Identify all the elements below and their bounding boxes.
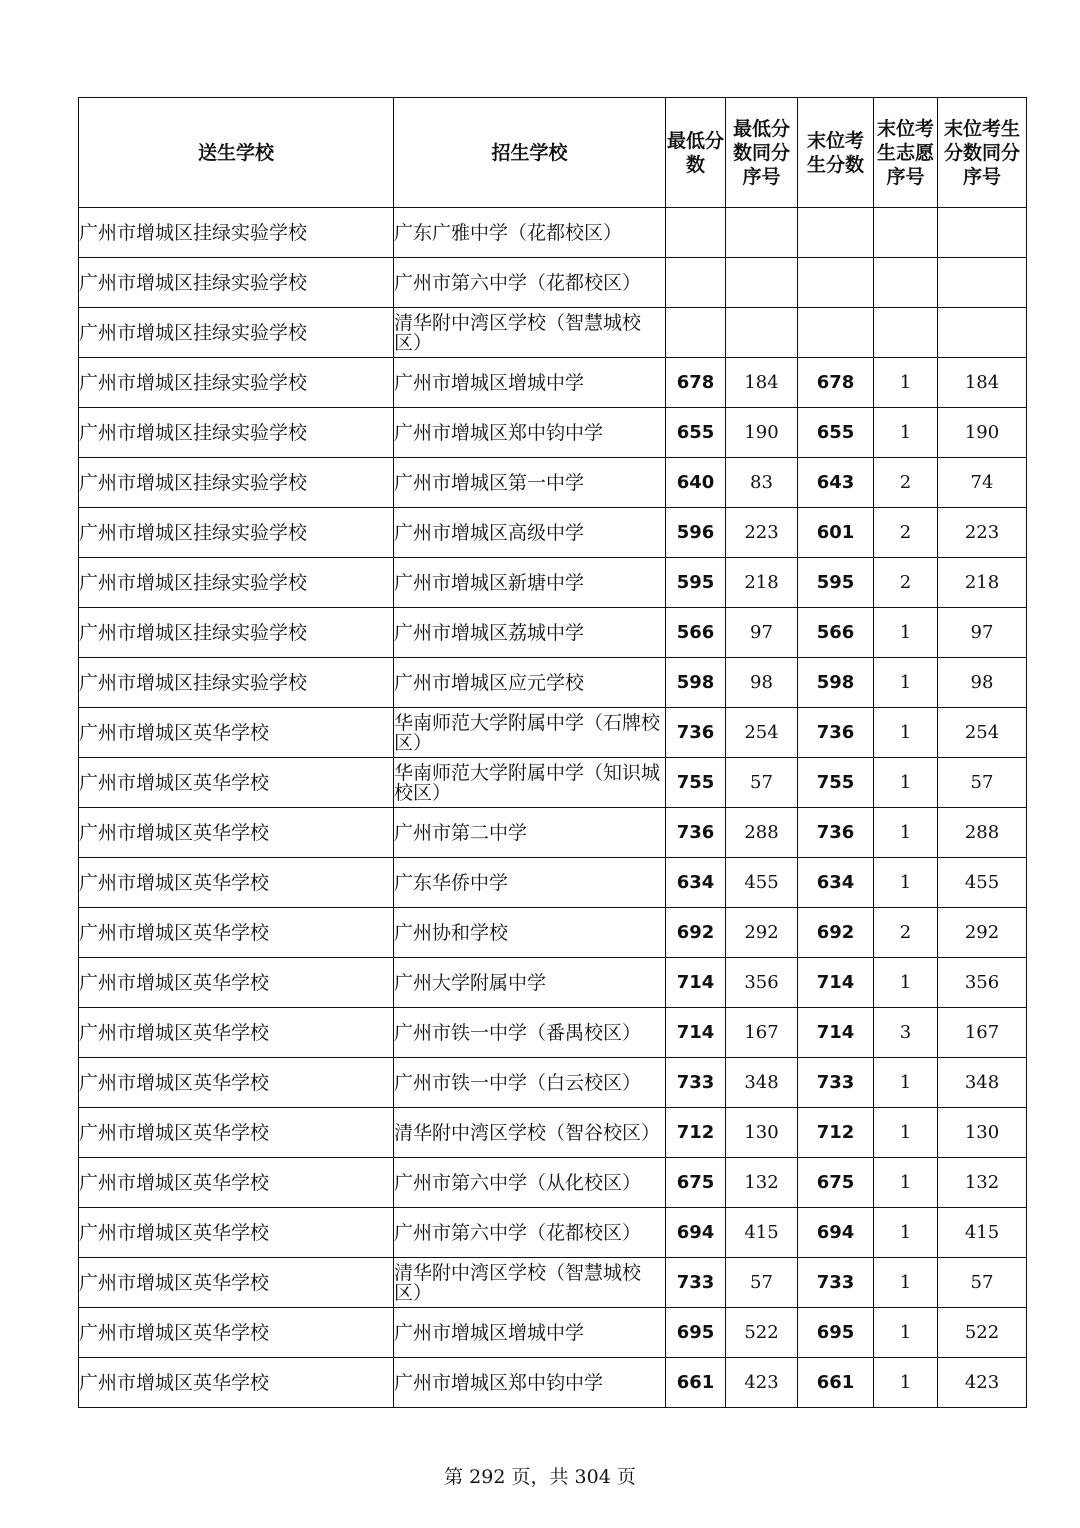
cell-last-score-rank bbox=[938, 308, 1027, 358]
page-number: 第 292 页，共 304 页 bbox=[444, 1466, 636, 1488]
cell-sender-school: 广州市增城区挂绿实验学校 bbox=[79, 458, 394, 508]
cell-last-score-rank: 415 bbox=[938, 1208, 1027, 1258]
cell-min-score-rank: 97 bbox=[726, 608, 798, 658]
cell-admitting-school: 广州市增城区增城中学 bbox=[394, 358, 666, 408]
cell-min-score bbox=[666, 308, 726, 358]
cell-min-score-rank: 455 bbox=[726, 858, 798, 908]
cell-last-preference: 2 bbox=[874, 458, 938, 508]
table-row bbox=[79, 1058, 1027, 1108]
cell-min-score: 712 bbox=[666, 1108, 726, 1158]
cell-last-preference: 1 bbox=[874, 358, 938, 408]
cell-min-score: 596 bbox=[666, 508, 726, 558]
cell-min-score: 714 bbox=[666, 958, 726, 1008]
cell-last-score: 736 bbox=[798, 708, 874, 758]
cell-sender-school: 广州市增城区英华学校 bbox=[79, 708, 394, 758]
cell-min-score-rank: 57 bbox=[726, 1258, 798, 1308]
cell-admitting-school: 广州市铁一中学（番禺校区） bbox=[394, 1008, 666, 1058]
table-row bbox=[79, 1008, 1027, 1058]
cell-last-preference: 1 bbox=[874, 758, 938, 808]
cell-min-score: 714 bbox=[666, 1008, 726, 1058]
cell-sender-school: 广州市增城区英华学校 bbox=[79, 1108, 394, 1158]
cell-min-score-rank: 423 bbox=[726, 1358, 798, 1408]
cell-last-score-rank: 455 bbox=[938, 858, 1027, 908]
cell-last-score: 692 bbox=[798, 908, 874, 958]
header-min-score-rank: 最低分数同分序号 bbox=[726, 98, 798, 208]
cell-last-score-rank: 522 bbox=[938, 1308, 1027, 1358]
cell-min-score-rank: 288 bbox=[726, 808, 798, 858]
cell-min-score-rank: 356 bbox=[726, 958, 798, 1008]
cell-last-score: 675 bbox=[798, 1158, 874, 1208]
header-sender-school: 送生学校 bbox=[79, 98, 394, 208]
cell-last-preference: 2 bbox=[874, 508, 938, 558]
cell-min-score-rank bbox=[726, 208, 798, 258]
cell-sender-school: 广州市增城区挂绿实验学校 bbox=[79, 208, 394, 258]
cell-last-preference: 1 bbox=[874, 858, 938, 908]
cell-last-score-rank: 218 bbox=[938, 558, 1027, 608]
cell-last-preference bbox=[874, 308, 938, 358]
cell-last-preference: 1 bbox=[874, 1258, 938, 1308]
table-row bbox=[79, 1258, 1027, 1308]
table-row bbox=[79, 558, 1027, 608]
cell-min-score: 755 bbox=[666, 758, 726, 808]
header-admitting-school: 招生学校 bbox=[394, 98, 666, 208]
cell-min-score bbox=[666, 258, 726, 308]
cell-min-score: 634 bbox=[666, 858, 726, 908]
cell-last-score-rank: 57 bbox=[938, 758, 1027, 808]
cell-last-score-rank: 190 bbox=[938, 408, 1027, 458]
cell-admitting-school: 广州大学附属中学 bbox=[394, 958, 666, 1008]
cell-last-score: 694 bbox=[798, 1208, 874, 1258]
cell-admitting-school: 清华附中湾区学校（智慧城校区） bbox=[394, 1258, 666, 1308]
header-min-score: 最低分数 bbox=[666, 98, 726, 208]
cell-sender-school: 广州市增城区英华学校 bbox=[79, 808, 394, 858]
cell-sender-school: 广州市增城区挂绿实验学校 bbox=[79, 358, 394, 408]
cell-last-preference: 1 bbox=[874, 808, 938, 858]
cell-last-score-rank: 348 bbox=[938, 1058, 1027, 1108]
cell-last-score: 601 bbox=[798, 508, 874, 558]
cell-last-score-rank bbox=[938, 208, 1027, 258]
cell-min-score-rank: 415 bbox=[726, 1208, 798, 1258]
cell-admitting-school: 广州市铁一中学（白云校区） bbox=[394, 1058, 666, 1108]
cell-last-preference: 3 bbox=[874, 1008, 938, 1058]
cell-last-score: 655 bbox=[798, 408, 874, 458]
table-row bbox=[79, 1158, 1027, 1208]
cell-min-score: 733 bbox=[666, 1058, 726, 1108]
cell-sender-school: 广州市增城区英华学校 bbox=[79, 1158, 394, 1208]
cell-admitting-school: 广州市增城区增城中学 bbox=[394, 1308, 666, 1358]
cell-last-score: 643 bbox=[798, 458, 874, 508]
table-row bbox=[79, 258, 1027, 308]
cell-last-score: 595 bbox=[798, 558, 874, 608]
table-row bbox=[79, 458, 1027, 508]
table-row bbox=[79, 708, 1027, 758]
cell-last-score: 712 bbox=[798, 1108, 874, 1158]
cell-last-score-rank: 74 bbox=[938, 458, 1027, 508]
cell-sender-school: 广州市增城区挂绿实验学校 bbox=[79, 408, 394, 458]
cell-admitting-school: 华南师范大学附属中学（石牌校区） bbox=[394, 708, 666, 758]
cell-sender-school: 广州市增城区挂绿实验学校 bbox=[79, 508, 394, 558]
cell-sender-school: 广州市增城区挂绿实验学校 bbox=[79, 558, 394, 608]
cell-admitting-school: 广州市增城区高级中学 bbox=[394, 508, 666, 558]
table-row bbox=[79, 858, 1027, 908]
cell-last-preference: 1 bbox=[874, 958, 938, 1008]
table-row bbox=[79, 658, 1027, 708]
cell-min-score-rank: 218 bbox=[726, 558, 798, 608]
cell-last-score: 755 bbox=[798, 758, 874, 808]
cell-admitting-school: 广州市增城区荔城中学 bbox=[394, 608, 666, 658]
cell-last-score-rank bbox=[938, 258, 1027, 308]
cell-sender-school: 广州市增城区英华学校 bbox=[79, 858, 394, 908]
cell-admitting-school: 广东华侨中学 bbox=[394, 858, 666, 908]
cell-admitting-school: 清华附中湾区学校（智谷校区） bbox=[394, 1108, 666, 1158]
cell-min-score-rank: 522 bbox=[726, 1308, 798, 1358]
cell-min-score-rank bbox=[726, 308, 798, 358]
table-body bbox=[79, 208, 1027, 1408]
cell-admitting-school: 广东广雅中学（花都校区） bbox=[394, 208, 666, 258]
cell-sender-school: 广州市增城区英华学校 bbox=[79, 958, 394, 1008]
cell-last-preference: 1 bbox=[874, 1108, 938, 1158]
cell-min-score-rank: 223 bbox=[726, 508, 798, 558]
table-row bbox=[79, 908, 1027, 958]
table-row bbox=[79, 208, 1027, 258]
cell-admitting-school: 广州市第六中学（花都校区） bbox=[394, 1208, 666, 1258]
cell-sender-school: 广州市增城区英华学校 bbox=[79, 1008, 394, 1058]
cell-sender-school: 广州市增城区英华学校 bbox=[79, 908, 394, 958]
cell-admitting-school: 广州市第六中学（从化校区） bbox=[394, 1158, 666, 1208]
admissions-table bbox=[78, 97, 1027, 1408]
cell-min-score-rank: 254 bbox=[726, 708, 798, 758]
cell-min-score: 675 bbox=[666, 1158, 726, 1208]
cell-min-score-rank: 98 bbox=[726, 658, 798, 708]
cell-min-score: 566 bbox=[666, 608, 726, 658]
table-row bbox=[79, 1358, 1027, 1408]
cell-sender-school: 广州市增城区英华学校 bbox=[79, 1258, 394, 1308]
cell-sender-school: 广州市增城区挂绿实验学校 bbox=[79, 658, 394, 708]
cell-min-score-rank: 132 bbox=[726, 1158, 798, 1208]
cell-min-score-rank: 130 bbox=[726, 1108, 798, 1158]
cell-last-preference: 1 bbox=[874, 1158, 938, 1208]
cell-sender-school: 广州市增城区挂绿实验学校 bbox=[79, 608, 394, 658]
cell-min-score: 598 bbox=[666, 658, 726, 708]
cell-min-score: 661 bbox=[666, 1358, 726, 1408]
cell-sender-school: 广州市增城区英华学校 bbox=[79, 1308, 394, 1358]
cell-last-score: 733 bbox=[798, 1058, 874, 1108]
cell-sender-school: 广州市增城区挂绿实验学校 bbox=[79, 308, 394, 358]
cell-last-score: 695 bbox=[798, 1308, 874, 1358]
cell-admitting-school: 广州市第二中学 bbox=[394, 808, 666, 858]
cell-admitting-school: 广州协和学校 bbox=[394, 908, 666, 958]
cell-last-score-rank: 98 bbox=[938, 658, 1027, 708]
cell-sender-school: 广州市增城区挂绿实验学校 bbox=[79, 258, 394, 308]
table-header bbox=[79, 98, 1027, 208]
cell-last-score: 678 bbox=[798, 358, 874, 408]
cell-sender-school: 广州市增城区英华学校 bbox=[79, 1358, 394, 1408]
table-row bbox=[79, 308, 1027, 358]
cell-last-score-rank: 356 bbox=[938, 958, 1027, 1008]
header-row bbox=[79, 98, 1027, 208]
cell-last-score bbox=[798, 308, 874, 358]
cell-admitting-school: 华南师范大学附属中学（知识城校区） bbox=[394, 758, 666, 808]
cell-admitting-school: 广州市增城区郑中钧中学 bbox=[394, 1358, 666, 1408]
cell-last-preference: 2 bbox=[874, 558, 938, 608]
table-row bbox=[79, 508, 1027, 558]
table-row bbox=[79, 1208, 1027, 1258]
table-row bbox=[79, 1108, 1027, 1158]
cell-min-score-rank: 83 bbox=[726, 458, 798, 508]
cell-min-score-rank: 292 bbox=[726, 908, 798, 958]
cell-admitting-school: 广州市增城区郑中钧中学 bbox=[394, 408, 666, 458]
cell-admitting-school: 广州市第六中学（花都校区） bbox=[394, 258, 666, 308]
cell-last-preference bbox=[874, 258, 938, 308]
cell-min-score-rank: 167 bbox=[726, 1008, 798, 1058]
cell-min-score-rank bbox=[726, 258, 798, 308]
cell-sender-school: 广州市增城区英华学校 bbox=[79, 1208, 394, 1258]
cell-last-preference: 1 bbox=[874, 1358, 938, 1408]
cell-last-preference: 1 bbox=[874, 408, 938, 458]
cell-last-preference: 2 bbox=[874, 908, 938, 958]
cell-min-score: 694 bbox=[666, 1208, 726, 1258]
cell-last-score-rank: 57 bbox=[938, 1258, 1027, 1308]
table-row bbox=[79, 808, 1027, 858]
table-row bbox=[79, 958, 1027, 1008]
table-row bbox=[79, 608, 1027, 658]
cell-min-score: 678 bbox=[666, 358, 726, 408]
cell-last-score: 566 bbox=[798, 608, 874, 658]
cell-min-score: 733 bbox=[666, 1258, 726, 1308]
cell-sender-school: 广州市增城区英华学校 bbox=[79, 758, 394, 808]
table-row bbox=[79, 1308, 1027, 1358]
cell-last-score-rank: 97 bbox=[938, 608, 1027, 658]
cell-last-score-rank: 132 bbox=[938, 1158, 1027, 1208]
header-last-score-rank: 末位考生分数同分序号 bbox=[938, 98, 1027, 208]
cell-min-score: 655 bbox=[666, 408, 726, 458]
cell-last-score: 733 bbox=[798, 1258, 874, 1308]
cell-last-score: 714 bbox=[798, 1008, 874, 1058]
cell-min-score bbox=[666, 208, 726, 258]
cell-last-score-rank: 254 bbox=[938, 708, 1027, 758]
cell-min-score: 595 bbox=[666, 558, 726, 608]
cell-last-score-rank: 423 bbox=[938, 1358, 1027, 1408]
cell-last-score-rank: 184 bbox=[938, 358, 1027, 408]
cell-min-score-rank: 57 bbox=[726, 758, 798, 808]
cell-min-score: 640 bbox=[666, 458, 726, 508]
cell-min-score: 736 bbox=[666, 808, 726, 858]
cell-min-score-rank: 190 bbox=[726, 408, 798, 458]
cell-last-preference: 1 bbox=[874, 1208, 938, 1258]
cell-last-preference: 1 bbox=[874, 658, 938, 708]
cell-last-preference bbox=[874, 208, 938, 258]
cell-last-score: 736 bbox=[798, 808, 874, 858]
cell-last-score bbox=[798, 208, 874, 258]
cell-admitting-school: 广州市增城区第一中学 bbox=[394, 458, 666, 508]
cell-min-score: 736 bbox=[666, 708, 726, 758]
cell-last-score bbox=[798, 258, 874, 308]
cell-last-score-rank: 288 bbox=[938, 808, 1027, 858]
table-row bbox=[79, 758, 1027, 808]
cell-min-score-rank: 184 bbox=[726, 358, 798, 408]
cell-last-score: 714 bbox=[798, 958, 874, 1008]
cell-admitting-school: 广州市增城区应元学校 bbox=[394, 658, 666, 708]
cell-min-score-rank: 348 bbox=[726, 1058, 798, 1108]
cell-sender-school: 广州市增城区英华学校 bbox=[79, 1058, 394, 1108]
table-row bbox=[79, 408, 1027, 458]
cell-min-score: 695 bbox=[666, 1308, 726, 1358]
cell-last-score: 598 bbox=[798, 658, 874, 708]
cell-last-preference: 1 bbox=[874, 1058, 938, 1108]
header-last-preference: 末位考生志愿序号 bbox=[874, 98, 938, 208]
cell-last-score: 661 bbox=[798, 1358, 874, 1408]
cell-last-score-rank: 167 bbox=[938, 1008, 1027, 1058]
cell-last-preference: 1 bbox=[874, 708, 938, 758]
header-last-score: 末位考生分数 bbox=[798, 98, 874, 208]
table-row bbox=[79, 358, 1027, 408]
cell-admitting-school: 清华附中湾区学校（智慧城校区） bbox=[394, 308, 666, 358]
cell-admitting-school: 广州市增城区新塘中学 bbox=[394, 558, 666, 608]
cell-last-score-rank: 130 bbox=[938, 1108, 1027, 1158]
cell-last-preference: 1 bbox=[874, 1308, 938, 1358]
cell-min-score: 692 bbox=[666, 908, 726, 958]
cell-last-score-rank: 292 bbox=[938, 908, 1027, 958]
cell-last-preference: 1 bbox=[874, 608, 938, 658]
cell-last-score-rank: 223 bbox=[938, 508, 1027, 558]
cell-last-score: 634 bbox=[798, 858, 874, 908]
